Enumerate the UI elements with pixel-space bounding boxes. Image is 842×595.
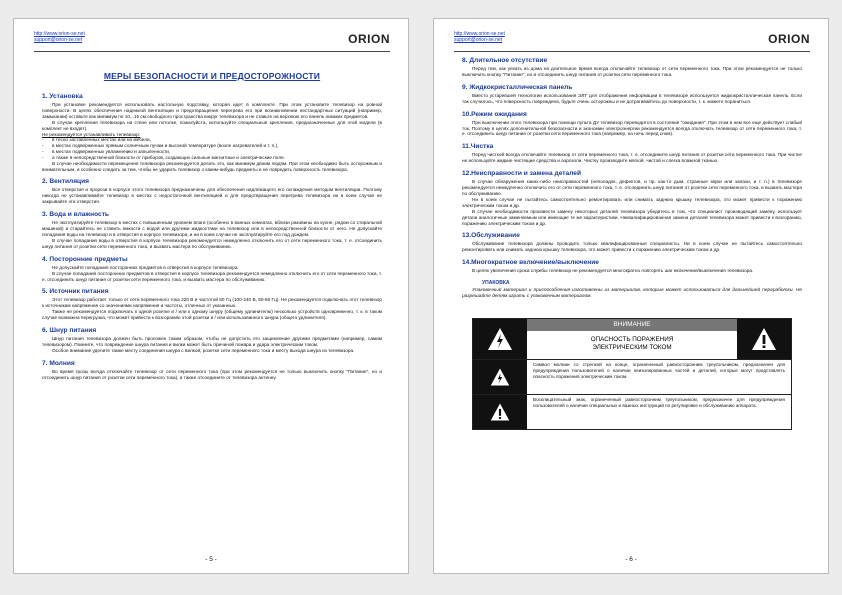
section-water <box>42 211 382 250</box>
section-heading: 13.Обслуживание <box>462 232 520 240</box>
section-heading: 11.Чистка <box>462 143 494 151</box>
paragraph: Перед тем, как уехать из дома на длительное время всегда отключайте телевизор от сети переменного тока. При этом рекомендуется не только выключить кнопку "Питание", но и отсоединить шнур питания от розетки сети переменного тока. <box>462 66 802 77</box>
section-repeated-switching <box>462 259 802 274</box>
section-heading: 12.Неисправности и замена деталей <box>462 170 582 178</box>
bullet-list <box>42 137 382 160</box>
page-number: - 6 - <box>625 556 637 563</box>
warning-row-exclamation <box>473 394 791 429</box>
exclamation-triangle-icon <box>473 395 527 429</box>
paragraph: При выключении этого телевизора при помощи пульта ДУ телевизор переводится в состояние "ожидания". При этом в нем все еще действует слабый ток. Поэтому в целях дополнительной безопасности и экономии электроэнергии рекомендуется всегда отключать телевизор от сети переменного тока, т. е. отсоединить шнур питания от розетки сети переменного тока (например, на ночь перед сном). <box>462 119 802 137</box>
lightning-triangle-icon <box>473 360 527 394</box>
paragraph: Особое внимание уделите также месту соединения шнура с вилкой, розетке сети переменного тока и месту выхода шнура из телевизора. <box>52 347 355 353</box>
support-email-link[interactable]: support@orion-se.net <box>454 37 503 43</box>
paragraph: В случае попадания посторонних предметов в отверстия в корпусе телевизора рекомендуется немедленно отключить его от сети переменного тока, т. е. отсоединить шнур питания от розетки сети переменного тока, и вызвать мастера по обслуживанию. <box>42 270 382 282</box>
packaging-heading: УПАКОВКА <box>482 280 510 287</box>
list-item: - в местах подверженных увлажнению и запыленности, <box>42 149 382 155</box>
warning-row-text: Символ молнии со стрелкой на конце, ограниченный равносторонним треугольником, предназначен для предупреждения пользователей о наличии неизолированных частей и деталей, которые могут представлять опасность поражения электрическим током. <box>533 362 785 379</box>
page-title: МЕРЫ БЕЗОПАСНОСТИ И ПРЕДОСТОРОЖНОСТИ <box>103 71 321 81</box>
section-heading: 4. Посторонние предметы <box>42 255 128 263</box>
header-links <box>454 31 505 43</box>
paragraph: При установке рекомендуется использовать настольную подставку, которая идет в комплекте. При этом установите телевизор на ровной поверхности. В целях обеспечения надежной вентиляции и предотвращения перегрева его при возникновении нестандартных ситуаций (например, замыкании) оставьте как минимум по 10...15 см свободного пространства вокруг телевизора и не ставьте на верхнюю его панель никаких предметов. <box>42 102 382 119</box>
packaging-text: Упаковочный материал и приспособления изготовлены из материалов, которые может использоваться для дальнейшей переработки. Не разрешайте детям играть с упаковочным материалом. <box>462 288 802 300</box>
paragraph: Обслуживание телевизора должны проводить только квалифицированные специалисты. Ни в коем случае не пытайтесь самостоятельно ремонтировать или снимать заднюю крышку телевизора, это может привести к поражению электрическим током и др. <box>462 241 802 253</box>
exclamation-triangle-icon <box>737 319 791 359</box>
paragraph: В случае попадания воды в отверстия в корпусе телевизора рекомендуется немедленно отключить его от сети переменного тока, т. е. отсоединить шнур питания от розетки сети переменного тока, и вызвать мастера по обслуживанию. <box>42 237 382 249</box>
warning-subtitle <box>527 331 737 359</box>
paragraph: В целях увеличения срока службы телевизор не рекомендуется многократно повторять шаг включения/выключения телевизора. <box>472 268 754 274</box>
section-cleaning <box>462 143 802 164</box>
section-lcd-panel <box>462 84 802 105</box>
section-power-cord <box>42 327 382 354</box>
section-heading: 7. Молния <box>42 359 75 367</box>
section-heading: 2. Вентиляция <box>42 178 90 186</box>
paragraph: Все отверстия и прорези в корпусе этого телевизора предназначены для обеспечения надлежащего его охлаждения методом вентиляции. Поэтому никогда не устанавливайте телевизор в местах с недостаточной вентиляцией и для предотвращения перегрева телевизора ни в коем случае не закрывайте эти отверстия. <box>42 187 382 205</box>
warning-banner-text <box>527 319 737 359</box>
page-5 <box>13 18 409 574</box>
paragraph: В случае крепления телевизора на стене или потолке, пожалуйста, используйте специальные крепления, предназначенные для этой модели (в комплект не входят). <box>42 119 382 131</box>
paragraph: В случае необходимости перемещения телевизора рекомендуется делать это, как минимум двоим людям. При этом необходимо быть осторожным и внимательным, и особенно следить за тем, чтобы не ударить телевизор о каким-нибудь предметы и не повредить поверхность телевизора. <box>42 160 382 172</box>
section-malfunctions <box>462 170 802 226</box>
page-header <box>454 29 810 52</box>
paragraph: Во время грозы всегда отключайте телевизор от сети переменного тока (при этом рекомендуется не только выключить кнопку "Питание", но и отсоединить шнур питания от розетки сети переменного тока), а также отсоедините от телевизора антенну. <box>42 368 382 380</box>
section-heading: 14.Многократное включение/выключение <box>462 259 599 267</box>
paragraph: Также не рекомендуется подключать к одной розетке и / или к одному шнуру (общему удлинителю) несколько устройств одновременно, т. к. в таком случае возможна перегрузка, что может привести к возгоранию этой розетки и / или использованного шнура (общего удлинителя). <box>42 309 382 321</box>
warning-row-text: Восклицательный знак, ограниченный равносторонним треугольником, предназначен для предупреждения пользователей о наличии специальных и важных инструкций по регулировке и обслуживанию аппарата. <box>533 397 785 408</box>
paragraph: Не эксплуатируйте телевизор в местах с повышенным уровнем влаги (особенно в ванных комнатах, вблизи раковины на кухне, рядом со стиральной машиной) и старайтесь не ставить емкости с водой или другими жидкостями на телевизор или в непосредственной близости от него. Не допускайте попадания воды на телевизор и в отверстия в корпусе телевизора, и ни в коем случае не эксплуатируйте его под дождем. <box>42 220 382 237</box>
page-6-content <box>462 57 802 430</box>
section-heading: 6. Шнур питания <box>42 327 97 335</box>
list-item: - а также в непосредственной близости от приборов, создающих сильные магнитные и электрические поля. <box>42 155 382 161</box>
page-6 <box>433 18 829 574</box>
section-ventilation <box>42 178 382 205</box>
section-heading: 5. Источник питания <box>42 288 109 296</box>
section-foreign-objects <box>42 256 382 283</box>
warning-line: ОПАСНОСТЬ ПОРАЖЕНИЯ <box>590 336 674 344</box>
paragraph: Ни в коем случае не пытайтесь самостоятельно ремонтировать или снимать заднюю крышку телевизора, это может привести к поражению электрическим током и др. <box>462 196 802 208</box>
lightning-triangle-icon <box>473 319 527 359</box>
list-lead: Не рекомендуется устанавливать телевизор: <box>42 131 141 137</box>
support-email-link[interactable]: support@orion-se.net <box>34 37 83 43</box>
section-heading: 3. Вода и влажность <box>42 211 109 219</box>
website-link[interactable]: http://www.orion-se.net <box>454 31 505 37</box>
paragraph: В случае необходимости произвести замену некоторых деталей телевизора убедитесь в том, что специалист производящий замену, использует детали аналогичные заменяемым или имеющие те же характеристики. Неквалифицированная замена деталей телевизора может привести к возгоранию, поражению электрическим током и др. <box>462 208 802 226</box>
page-header <box>34 29 390 52</box>
warning-title: ВНИМАНИЕ <box>527 319 737 331</box>
orion-logo: ORION <box>348 32 390 46</box>
list-item: - в местах подверженных прямым солнечным лучам и высокой температуре (возле нагревателей и т. п.), <box>42 143 382 149</box>
website-link[interactable]: http://www.orion-se.net <box>34 31 85 37</box>
section-long-absence <box>462 57 802 78</box>
section-heading: 9. Жидкокристаллическая панель <box>462 83 573 91</box>
section-installation <box>42 93 382 172</box>
section-heading: 8. Длительное отсутствие <box>462 57 548 64</box>
warning-row-lightning <box>473 359 791 394</box>
page-number: - 5 - <box>205 556 217 563</box>
paragraph: Перед чисткой всегда отключайте телевизор от сети переменного тока, т. е. отсоедините шнур питания от розетки сети переменного тока. При чистке не используйте жидкие чистящие средства и аэрозоли. Чистку производите мягкой, чистой и слегка влажной тканью. <box>462 152 802 164</box>
warning-box <box>472 318 792 430</box>
paragraph: Шнур питания телевизора должен быть проложен таким образом, чтобы не допустить его защемление другими предметами (например, самим телевизором). Помните, что повреждение шнура питания и вилки может быть причиной пожара и удара электрическим током. <box>42 336 382 347</box>
warning-line: ЭЛЕКТРИЧЕСКИМ ТОКОМ <box>592 344 672 352</box>
section-service <box>462 232 802 253</box>
section-heading: 1. Установка <box>42 93 83 100</box>
paragraph: Вместо устаревшей технологии использования ЭЛТ для отображения информации в телевизоре используется жидкокристаллическая панель. Если так случилось, что поверхность повреждена, будьте очень осторожны и не дотрагивайтесь до поверхности, т. к. можете пораниться. <box>462 92 802 104</box>
header-links <box>34 31 85 43</box>
section-heading: 10.Режим ожидания <box>462 110 527 118</box>
paragraph: Не допускайте попадания посторонних предметов в отверстия в корпусе телевизора. <box>52 264 239 270</box>
section-standby <box>462 111 802 138</box>
section-lightning <box>42 360 382 381</box>
paragraph: В случае обнаружения каких-либо неисправностей (неполадок, дефектов, и пр. как-то дым, странные звуки или запахи, и т. п.) в телевизоре рекомендуется немедленно отключить его от сети переменного тока, т. е. отсоединить шнур питания от розетки сети переменного тока, и вызвать мастера по обслуживанию. <box>462 179 802 196</box>
warning-banner <box>473 319 791 359</box>
paragraph: Этот телевизор работает только от сети переменного тока 220 В и частотой 50 Гц (100-240 В, 50-60 Гц). Не рекомендуется подключать этот телевизор к источникам напряжения со значениями напряжения и частоты, отличных от указанных. <box>42 297 382 309</box>
orion-logo: ORION <box>768 32 810 46</box>
section-power-source <box>42 288 382 321</box>
page-5-content <box>42 63 382 387</box>
list-item: - в тесно заставленных местах или на мебели, <box>42 137 382 143</box>
